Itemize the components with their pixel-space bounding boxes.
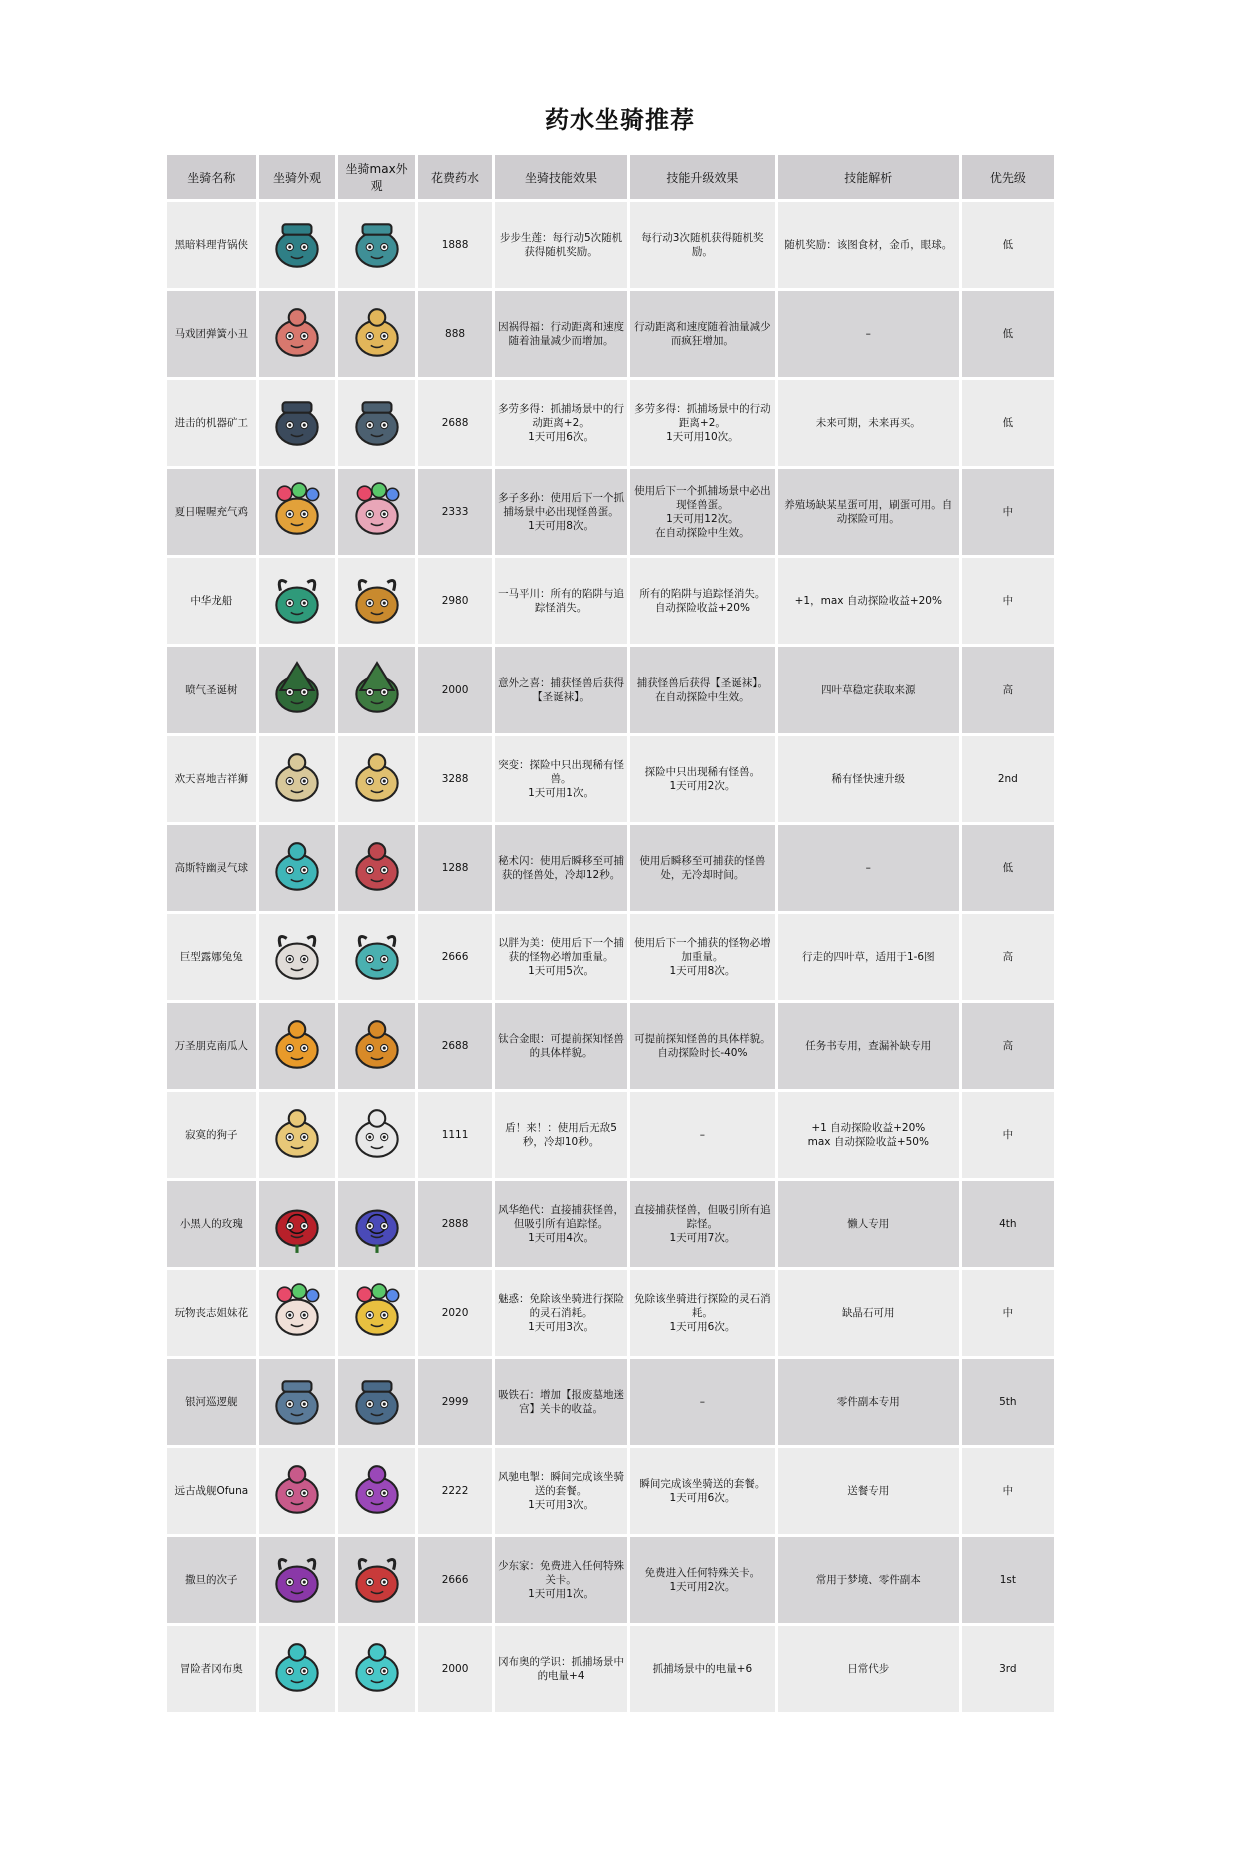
mount-skill: 盾！来！：使用后无敌5秒，冷却10秒。 [495,1092,627,1178]
mount-analysis: – [778,291,959,377]
table-row [167,1537,1054,1623]
mount-name: 银河巡逻舰 [167,1359,256,1445]
mount-cost: 1888 [418,202,492,288]
table-row [167,647,1054,733]
mount-priority: 1st [962,1537,1054,1623]
mount-analysis: 送餐专用 [778,1448,959,1534]
mount-name: 巨型露娜兔兔 [167,914,256,1000]
mount-upgrade: 使用后下一个抓捕场景中必出现怪兽蛋。 1天可用12次。 在自动探险中生效。 [630,469,775,555]
table-row [167,1626,1054,1712]
mount-skill: 风驰电掣：瞬间完成该坐骑送的套餐。 1天可用3次。 [495,1448,627,1534]
mount-look-max-cell [338,1626,415,1712]
mount-analysis: – [778,825,959,911]
mount-look-cell [259,558,336,644]
mount-name: 欢天喜地吉祥狮 [167,736,256,822]
mount-look-cell [259,291,336,377]
table-row [167,1448,1054,1534]
mount-analysis: 养殖场缺某星蛋可用，刷蛋可用。自动探险可用。 [778,469,959,555]
mount-look-max-cell [338,1270,415,1356]
mount-name: 万圣朋克南瓜人 [167,1003,256,1089]
mount-max-sprite-icon [346,1371,408,1433]
mount-look-cell [259,825,336,911]
mount-upgrade: – [630,1359,775,1445]
mount-upgrade: 瞬间完成该坐骑送的套餐。 1天可用6次。 [630,1448,775,1534]
page-title: 药水坐骑推荐 [545,106,695,134]
mount-priority: 低 [962,202,1054,288]
mount-name: 寂寞的狗子 [167,1092,256,1178]
mount-cost: 2999 [418,1359,492,1445]
mount-analysis: 懒人专用 [778,1181,959,1267]
mount-sprite-icon [266,1638,328,1700]
mount-upgrade: 免费进入任何特殊关卡。 1天可用2次。 [630,1537,775,1623]
mount-table [164,152,1057,1715]
mount-max-sprite-icon [346,837,408,899]
header-upgrade: 技能升级效果 [630,155,775,199]
mount-look-cell [259,1448,336,1534]
mount-look-max-cell [338,825,415,911]
mount-cost: 1111 [418,1092,492,1178]
mount-sprite-icon [266,214,328,276]
mount-skill: 冈布奥的学识：抓捕场景中的电量+4 [495,1626,627,1712]
mount-sprite-icon [266,837,328,899]
mount-analysis: 随机奖励：该图食材，金币，眼球。 [778,202,959,288]
mount-upgrade: 所有的陷阱与追踪怪消失。 自动探险收益+20% [630,558,775,644]
mount-priority: 中 [962,558,1054,644]
mount-upgrade: 探险中只出现稀有怪兽。 1天可用2次。 [630,736,775,822]
mount-look-cell [259,914,336,1000]
mount-name: 小黑人的玫瑰 [167,1181,256,1267]
header-name: 坐骑名称 [167,155,256,199]
mount-analysis: 四叶草稳定获取来源 [778,647,959,733]
mount-name: 高斯特幽灵气球 [167,825,256,911]
mount-priority: 4th [962,1181,1054,1267]
mount-upgrade: 使用后瞬移至可捕获的怪兽处，无冷却时间。 [630,825,775,911]
table-row [167,558,1054,644]
mount-max-sprite-icon [346,570,408,632]
mount-analysis: 日常代步 [778,1626,959,1712]
mount-priority: 高 [962,1003,1054,1089]
mount-look-max-cell [338,558,415,644]
table-row [167,1092,1054,1178]
mount-analysis: 零件副本专用 [778,1359,959,1445]
mount-name: 玩物丧志姐妹花 [167,1270,256,1356]
mount-look-max-cell [338,291,415,377]
mount-sprite-icon [266,570,328,632]
mount-skill: 风华绝代：直接捕获怪兽，但吸引所有追踪怪。 1天可用4次。 [495,1181,627,1267]
mount-max-sprite-icon [346,481,408,543]
mount-cost: 2000 [418,647,492,733]
mount-upgrade: 使用后下一个捕获的怪物必增加重量。 1天可用8次。 [630,914,775,1000]
table-row [167,825,1054,911]
mount-look-cell [259,1003,336,1089]
mount-cost: 2666 [418,914,492,1000]
mount-look-cell [259,736,336,822]
mount-max-sprite-icon [346,1104,408,1166]
header-cost: 花费药水 [418,155,492,199]
mount-skill: 秘术闪：使用后瞬移至可捕获的怪兽处，冷却12秒。 [495,825,627,911]
mount-max-sprite-icon [346,926,408,988]
mount-sprite-icon [266,1549,328,1611]
mount-analysis: +1，max 自动探险收益+20% [778,558,959,644]
mount-skill: 吸铁石：增加【报废墓地迷宫】关卡的收益。 [495,1359,627,1445]
mount-skill: 以胖为美：使用后下一个捕获的怪物必增加重量。 1天可用5次。 [495,914,627,1000]
mount-cost: 2020 [418,1270,492,1356]
mount-look-cell [259,1092,336,1178]
mount-analysis: 任务书专用，查漏补缺专用 [778,1003,959,1089]
mount-sprite-icon [266,1282,328,1344]
table-row [167,1359,1054,1445]
mount-name: 黑暗料理背锅侠 [167,202,256,288]
mount-cost: 2333 [418,469,492,555]
mount-sprite-icon [266,1193,328,1255]
mount-sprite-icon [266,926,328,988]
mount-look-max-cell [338,202,415,288]
mount-look-max-cell [338,736,415,822]
header-analysis: 技能解析 [778,155,959,199]
mount-look-cell [259,1270,336,1356]
mount-look-cell [259,1537,336,1623]
mount-upgrade: 直接捕获怪兽，但吸引所有追踪怪。 1天可用7次。 [630,1181,775,1267]
mount-sprite-icon [266,481,328,543]
mount-cost: 2688 [418,380,492,466]
mount-look-max-cell [338,1092,415,1178]
mount-skill: 因祸得福：行动距离和速度随着油量减少而增加。 [495,291,627,377]
mount-look-max-cell [338,1537,415,1623]
mount-analysis: 常用于梦境、零件副本 [778,1537,959,1623]
table-row [167,202,1054,288]
mount-name: 远古战舰Ofuna [167,1448,256,1534]
mount-priority: 高 [962,914,1054,1000]
header-look-max: 坐骑max外观 [338,155,415,199]
mount-sprite-icon [266,303,328,365]
mount-cost: 2000 [418,1626,492,1712]
mount-priority: 中 [962,469,1054,555]
mount-priority: 5th [962,1359,1054,1445]
mount-cost: 2688 [418,1003,492,1089]
mount-look-cell [259,380,336,466]
mount-priority: 2nd [962,736,1054,822]
mount-upgrade: 抓捕场景中的电量+6 [630,1626,775,1712]
mount-upgrade: 可提前探知怪兽的具体样貌。 自动探险时长-40% [630,1003,775,1089]
mount-priority: 3rd [962,1626,1054,1712]
mount-max-sprite-icon [346,392,408,454]
table-row [167,914,1054,1000]
mount-skill: 突变：探险中只出现稀有怪兽。 1天可用1次。 [495,736,627,822]
mount-priority: 低 [962,291,1054,377]
mount-look-max-cell [338,1448,415,1534]
mount-sprite-icon [266,1015,328,1077]
header-skill: 坐骑技能效果 [495,155,627,199]
mount-skill: 意外之喜：捕获怪兽后获得【圣诞袜】。 [495,647,627,733]
mount-cost: 2980 [418,558,492,644]
mount-max-sprite-icon [346,1015,408,1077]
mount-cost: 3288 [418,736,492,822]
mount-priority: 中 [962,1270,1054,1356]
mount-name: 喷气圣诞树 [167,647,256,733]
mount-look-cell [259,647,336,733]
mount-skill: 一马平川：所有的陷阱与追踪怪消失。 [495,558,627,644]
mount-max-sprite-icon [346,1638,408,1700]
table-header-row [167,155,1054,199]
mount-max-sprite-icon [346,1193,408,1255]
mount-name: 夏日喔喔充气鸡 [167,469,256,555]
mount-look-max-cell [338,1181,415,1267]
mount-analysis: 稀有怪快速升级 [778,736,959,822]
mount-name: 进击的机器矿工 [167,380,256,466]
mount-upgrade: – [630,1092,775,1178]
mount-look-max-cell [338,914,415,1000]
mount-cost: 1288 [418,825,492,911]
mount-priority: 低 [962,380,1054,466]
mount-max-sprite-icon [346,1282,408,1344]
mount-sprite-icon [266,392,328,454]
header-priority: 优先级 [962,155,1054,199]
mount-priority: 低 [962,825,1054,911]
mount-max-sprite-icon [346,1549,408,1611]
mount-name: 马戏团弹簧小丑 [167,291,256,377]
mount-priority: 高 [962,647,1054,733]
header-look: 坐骑外观 [259,155,336,199]
mount-name: 撒旦的次子 [167,1537,256,1623]
table-row [167,291,1054,377]
mount-max-sprite-icon [346,303,408,365]
mount-upgrade: 每行动3次随机获得随机奖励。 [630,202,775,288]
mount-upgrade: 捕获怪兽后获得【圣诞袜】。 在自动探险中生效。 [630,647,775,733]
mount-look-max-cell [338,1359,415,1445]
table-row [167,469,1054,555]
mount-analysis: +1 自动探险收益+20% max 自动探险收益+50% [778,1092,959,1178]
mount-upgrade: 行动距离和速度随着油量减少而疯狂增加。 [630,291,775,377]
mount-max-sprite-icon [346,1460,408,1522]
mount-upgrade: 免除该坐骑进行探险的灵石消耗。 1天可用6次。 [630,1270,775,1356]
mount-look-cell [259,469,336,555]
mount-look-cell [259,1626,336,1712]
table-row [167,1270,1054,1356]
mount-max-sprite-icon [346,214,408,276]
table-row [167,1003,1054,1089]
mount-analysis: 未来可期，未来再买。 [778,380,959,466]
mount-analysis: 行走的四叶草，适用于1-6图 [778,914,959,1000]
mount-sprite-icon [266,1371,328,1433]
mount-max-sprite-icon [346,659,408,721]
mount-sprite-icon [266,659,328,721]
mount-look-cell [259,1181,336,1267]
mount-cost: 2222 [418,1448,492,1534]
mount-cost: 2666 [418,1537,492,1623]
mount-look-max-cell [338,380,415,466]
mount-analysis: 缺晶石可用 [778,1270,959,1356]
mount-cost: 2888 [418,1181,492,1267]
mount-skill: 步步生莲：每行动5次随机获得随机奖励。 [495,202,627,288]
mount-skill: 多子多孙：使用后下一个抓捕场景中必出现怪兽蛋。 1天可用8次。 [495,469,627,555]
mount-sprite-icon [266,1104,328,1166]
mount-look-max-cell [338,1003,415,1089]
mount-skill: 多劳多得：抓捕场景中的行动距离+2。 1天可用6次。 [495,380,627,466]
mount-skill: 魅惑：免除该坐骑进行探险的灵石消耗。 1天可用3次。 [495,1270,627,1356]
mount-look-max-cell [338,647,415,733]
mount-skill: 钛合金眼：可提前探知怪兽的具体样貌。 [495,1003,627,1089]
mount-priority: 中 [962,1448,1054,1534]
mount-upgrade: 多劳多得：抓捕场景中的行动距离+2。 1天可用10次。 [630,380,775,466]
mount-look-cell [259,1359,336,1445]
mount-look-cell [259,202,336,288]
table-row [167,1181,1054,1267]
table-row [167,380,1054,466]
mount-look-max-cell [338,469,415,555]
mount-sprite-icon [266,1460,328,1522]
mount-name: 冒险者冈布奥 [167,1626,256,1712]
mount-name: 中华龙船 [167,558,256,644]
mount-cost: 888 [418,291,492,377]
table-row [167,736,1054,822]
mount-priority: 中 [962,1092,1054,1178]
mount-max-sprite-icon [346,748,408,810]
mount-skill: 少东家：免费进入任何特殊关卡。 1天可用1次。 [495,1537,627,1623]
mount-sprite-icon [266,748,328,810]
